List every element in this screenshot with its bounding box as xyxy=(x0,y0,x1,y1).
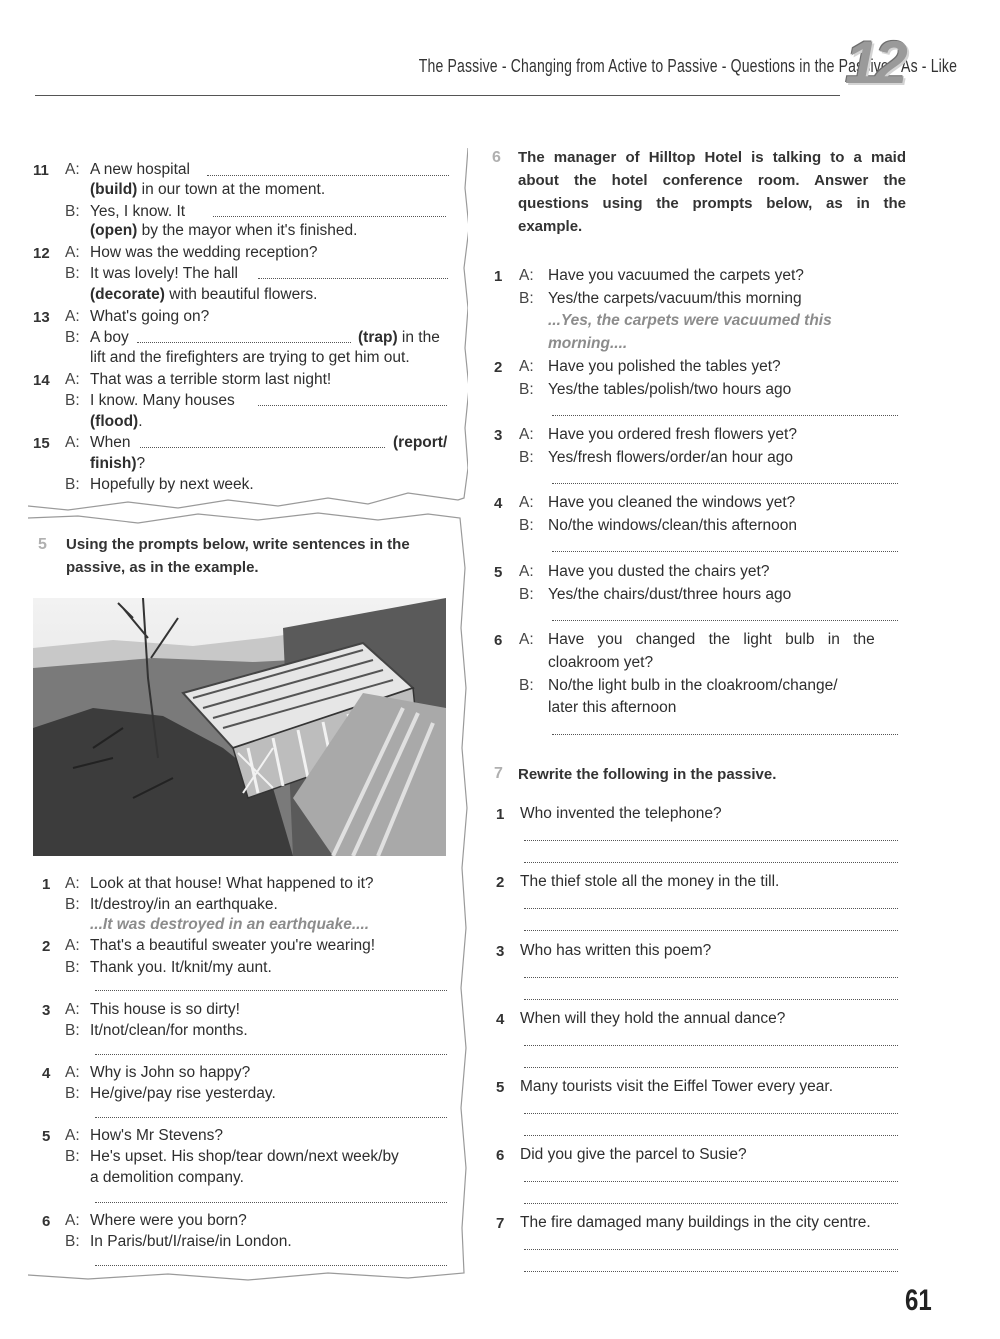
item-number: 2 xyxy=(496,874,505,891)
answer-blank[interactable] xyxy=(552,483,898,484)
unit-header-title: The Passive - Changing from Active to Passive - Questions in the Passive - As - Like xyxy=(418,56,958,76)
sentence: Did you give the parcel to Susie? xyxy=(520,1146,747,1163)
speaker-label: B: xyxy=(519,449,534,466)
item-number: 15 xyxy=(33,435,50,452)
dialogue-line: When xyxy=(90,434,131,451)
item-number: 6 xyxy=(42,1213,51,1230)
answer-blank[interactable] xyxy=(524,999,898,1000)
dialogue-line: Yes/the tables/polish/two hours ago xyxy=(548,381,792,398)
speaker-label: A: xyxy=(65,1212,80,1229)
answer-blank[interactable] xyxy=(524,862,898,863)
unit-number-badge: 12 xyxy=(845,29,904,96)
section-number: 5 xyxy=(38,536,47,553)
speaker-label: B: xyxy=(65,1022,80,1039)
dialogue-line: What's going on? xyxy=(90,308,210,325)
answer-blank[interactable] xyxy=(95,1265,447,1266)
dialogue-line: How was the wedding reception? xyxy=(90,244,318,261)
item-number: 4 xyxy=(42,1065,51,1082)
answer-blank[interactable] xyxy=(524,1249,898,1250)
dialogue-line: Have you vacuumed the carpets yet? xyxy=(548,267,804,284)
verb-prompt: (report/ xyxy=(393,434,448,451)
dialogue-line: That's a beautiful sweater you're wearing! xyxy=(90,937,376,954)
dialogue-line: He/give/pay rise yesterday. xyxy=(90,1085,276,1102)
item-number: 7 xyxy=(496,1215,505,1232)
answer-blank[interactable] xyxy=(524,1203,898,1204)
dialogue-line: A new hospital xyxy=(90,161,190,178)
item-number: 5 xyxy=(494,564,503,581)
dialogue-line: Yes, I know. It xyxy=(90,203,186,220)
answer-blank[interactable] xyxy=(552,415,898,416)
speaker-label: B: xyxy=(519,381,534,398)
item-number: 3 xyxy=(494,427,503,444)
section-number: 6 xyxy=(492,149,501,166)
answer-blank[interactable] xyxy=(524,1113,898,1114)
sentence: Who invented the telephone? xyxy=(520,805,722,822)
dialogue-line: a demolition company. xyxy=(90,1169,244,1186)
speaker-label: B: xyxy=(519,517,534,534)
answer-blank[interactable] xyxy=(524,1045,898,1046)
dialogue-line: lift and the firefighters are trying to get him out. xyxy=(90,349,410,366)
dialogue-line: It/not/clean/for months. xyxy=(90,1022,248,1039)
answer-blank[interactable] xyxy=(207,175,449,176)
item-number: 6 xyxy=(494,632,503,649)
speaker-label: A: xyxy=(65,244,80,261)
section-instruction: Using the prompts below, write sentences in the passive, as in the example. xyxy=(66,536,410,576)
dialogue-line: Look at that house! What happened to it? xyxy=(90,875,374,892)
section-number: 7 xyxy=(494,765,503,782)
speaker-label: A: xyxy=(519,267,534,284)
answer-blank[interactable] xyxy=(552,620,898,621)
speaker-label: A: xyxy=(519,358,534,375)
dialogue-line: cloakroom yet? xyxy=(548,654,654,671)
dialogue-line: Have you changed the light bulb in the xyxy=(548,631,875,648)
speaker-label: B: xyxy=(65,203,80,220)
dialogue-line: later this afternoon xyxy=(548,699,677,716)
item-number: 3 xyxy=(496,943,505,960)
item-number: 6 xyxy=(496,1147,505,1164)
speaker-label: B: xyxy=(65,476,80,493)
answer-blank[interactable] xyxy=(137,342,351,343)
speaker-label: A: xyxy=(519,494,534,511)
earthquake-house-photo xyxy=(33,598,446,856)
speaker-label: B: xyxy=(65,265,80,282)
speaker-label: B: xyxy=(519,290,534,307)
dialogue-line: Thank you. It/knit/my aunt. xyxy=(90,959,272,976)
speaker-label: A: xyxy=(65,1127,80,1144)
speaker-label: A: xyxy=(65,937,80,954)
item-number: 1 xyxy=(494,268,503,285)
answer-blank[interactable] xyxy=(524,840,898,841)
speaker-label: A: xyxy=(65,161,80,178)
item-number: 2 xyxy=(42,938,51,955)
speaker-label: B: xyxy=(65,1233,80,1250)
dialogue-line: In Paris/but/I/raise/in London. xyxy=(90,1233,292,1250)
item-number: 1 xyxy=(42,876,51,893)
item-number: 2 xyxy=(494,359,503,376)
item-number: 14 xyxy=(33,372,50,389)
answer-blank[interactable] xyxy=(552,734,898,735)
item-number: 13 xyxy=(33,309,50,326)
item-number: 5 xyxy=(496,1079,505,1096)
dialogue-line: That was a terrible storm last night! xyxy=(90,371,332,388)
answer-blank[interactable] xyxy=(258,405,447,406)
item-number: 12 xyxy=(33,245,50,262)
dialogue-line: This house is so dirty! xyxy=(90,1001,240,1018)
example-answer: ...It was destroyed in an earthquake.... xyxy=(90,916,370,933)
dialogue-line: No/the light bulb in the cloakroom/change/ xyxy=(548,677,838,694)
dialogue-line: Hopefully by next week. xyxy=(90,476,254,493)
answer-blank[interactable] xyxy=(552,551,898,552)
page-number: 61 xyxy=(905,1284,932,1317)
speaker-label: A: xyxy=(65,308,80,325)
answer-blank[interactable] xyxy=(258,278,448,279)
answer-blank[interactable] xyxy=(524,1135,898,1136)
speaker-label: B: xyxy=(65,959,80,976)
speaker-label: B: xyxy=(65,896,80,913)
answer-blank[interactable] xyxy=(95,1202,447,1203)
speaker-label: B: xyxy=(65,1148,80,1165)
dialogue-line: Have you polished the tables yet? xyxy=(548,358,781,375)
verb-prompt: (open) by the mayor when it's finished. xyxy=(90,222,358,239)
verb-prompt: (trap) in the xyxy=(358,329,440,346)
speaker-label: A: xyxy=(65,1064,80,1081)
speaker-label: B: xyxy=(519,677,534,694)
answer-blank[interactable] xyxy=(524,1067,898,1068)
dialogue-line: Have you ordered fresh flowers yet? xyxy=(548,426,797,443)
dialogue-line: Yes/the carpets/vacuum/this morning xyxy=(548,290,802,307)
dialogue-line: Where were you born? xyxy=(90,1212,247,1229)
dialogue-line: It was lovely! The hall xyxy=(90,265,238,282)
dialogue-line: Why is John so happy? xyxy=(90,1064,251,1081)
answer-blank[interactable] xyxy=(95,1054,447,1055)
dialogue-line: Yes/fresh flowers/order/an hour ago xyxy=(548,449,793,466)
item-number: 1 xyxy=(496,806,505,823)
speaker-label: B: xyxy=(65,329,80,346)
dialogue-line: Have you dusted the chairs yet? xyxy=(548,563,770,580)
speaker-label: B: xyxy=(65,1085,80,1102)
section-instruction: Rewrite the following in the passive. xyxy=(518,766,777,783)
item-number: 4 xyxy=(496,1011,505,1028)
item-number: 5 xyxy=(42,1128,51,1145)
speaker-label: B: xyxy=(65,392,80,409)
answer-blank[interactable] xyxy=(524,1271,898,1272)
sentence: Who has written this poem? xyxy=(520,942,712,959)
answer-blank[interactable] xyxy=(524,930,898,931)
answer-blank[interactable] xyxy=(140,447,385,448)
sentence: Many tourists visit the Eiffel Tower every year. xyxy=(520,1078,833,1095)
speaker-label: A: xyxy=(65,371,80,388)
answer-blank[interactable] xyxy=(524,1181,898,1182)
item-number: 11 xyxy=(33,162,49,179)
header-rule xyxy=(35,95,840,96)
verb-prompt: (decorate) with beautiful flowers. xyxy=(90,286,318,303)
example-answer: morning.... xyxy=(548,335,628,352)
example-answer: ...Yes, the carpets were vacuumed this xyxy=(548,312,832,329)
verb-prompt: finish)? xyxy=(90,455,146,472)
dialogue-line: Have you cleaned the windows yet? xyxy=(548,494,796,511)
dialogue-line: How's Mr Stevens? xyxy=(90,1127,224,1144)
answer-blank[interactable] xyxy=(95,1117,447,1118)
item-number: 3 xyxy=(42,1002,51,1019)
speaker-label: A: xyxy=(519,631,534,648)
dialogue-line: I know. Many houses xyxy=(90,392,235,409)
dialogue-line: No/the windows/clean/this afternoon xyxy=(548,517,798,534)
answer-blank[interactable] xyxy=(213,216,446,217)
item-number: 4 xyxy=(494,495,503,512)
speaker-label: A: xyxy=(519,563,534,580)
dialogue-line: Yes/the chairs/dust/three hours ago xyxy=(548,586,792,603)
speaker-label: A: xyxy=(519,426,534,443)
dialogue-line: He's upset. His shop/tear down/next week/by xyxy=(90,1148,399,1165)
dialogue-line: It/destroy/in an earthquake. xyxy=(90,896,278,913)
speaker-label: A: xyxy=(65,875,80,892)
speaker-label: A: xyxy=(65,1001,80,1018)
answer-blank[interactable] xyxy=(524,977,898,978)
sentence: The fire damaged many buildings in the city centre. xyxy=(520,1214,871,1231)
answer-blank[interactable] xyxy=(95,990,447,991)
section-instruction: The manager of Hilltop Hotel is talking to a maid about the hotel conference room. Answer the questions using the prompts below, as in the example. xyxy=(518,149,906,235)
verb-prompt: (flood). xyxy=(90,413,143,430)
sentence: The thief stole all the money in the till. xyxy=(520,873,780,890)
answer-blank[interactable] xyxy=(524,908,898,909)
speaker-label: A: xyxy=(65,434,80,451)
sentence: When will they hold the annual dance? xyxy=(520,1010,786,1027)
verb-prompt: (build) in our town at the moment. xyxy=(90,181,326,198)
speaker-label: B: xyxy=(519,586,534,603)
dialogue-line: A boy xyxy=(90,329,129,346)
